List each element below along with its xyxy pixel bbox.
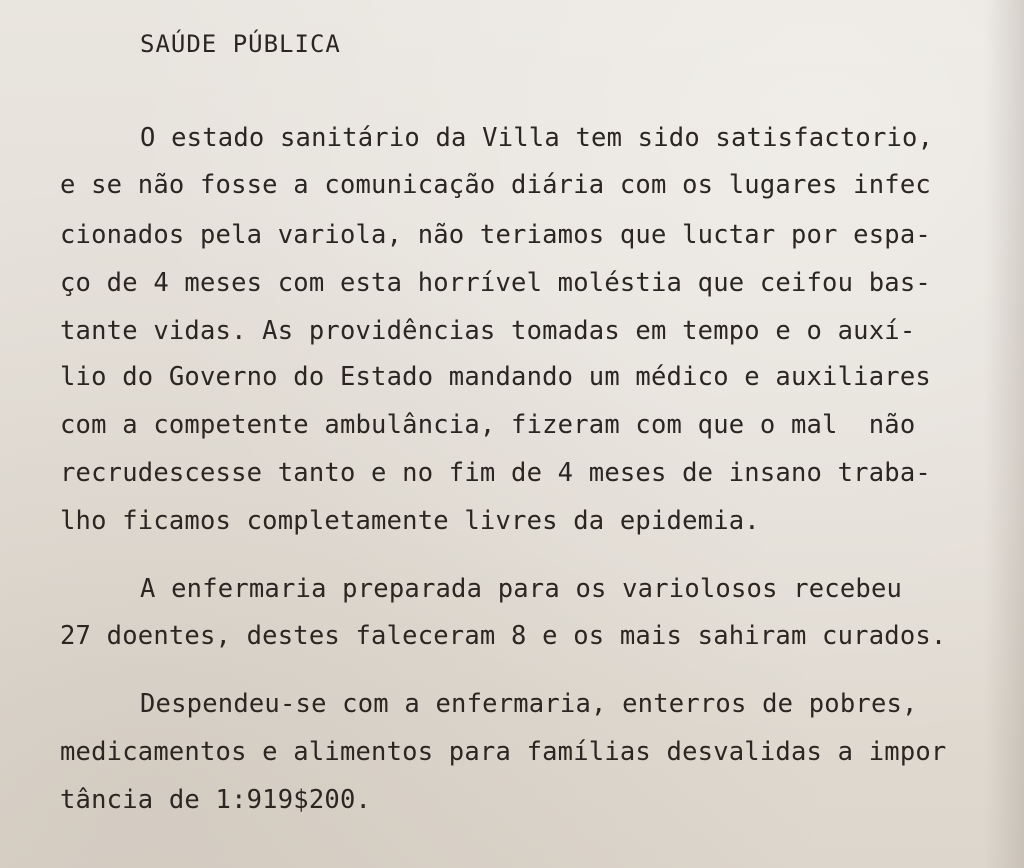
paragraph-3-line-2: medicamentos e alimentos para famílias desvalidas a impor [60,737,947,767]
paragraph-1-line-9: lho ficamos completamente livres da epidemia. [60,506,760,536]
paragraph-1-line-2: e se não fosse a comunicação diária com os lugares infec [60,170,931,200]
paragraph-1-line-1: O estado sanitário da Villa tem sido satisfactorio, [140,123,934,153]
paragraph-3-line-1: Despendeu-se com a enfermaria, enterros de pobres, [140,689,918,719]
page-edge-shadow [984,0,1024,868]
paragraph-1-line-4: ço de 4 meses com esta horrível moléstia que ceifou bas- [60,268,931,298]
paragraph-3-line-3: tância de 1:919$200. [60,785,372,815]
paragraph-1-line-6: lio do Governo do Estado mandando um médico e auxiliares [60,362,931,392]
paragraph-2-line-2: 27 doentes, destes faleceram 8 e os mais sahiram curados. [60,621,947,651]
paragraph-1-line-8: recrudescesse tanto e no fim de 4 meses de insano traba- [60,458,931,488]
paragraph-2-line-1: A enfermaria preparada para os variolosos recebeu [140,574,903,604]
paragraph-1-line-7: com a competente ambulância, fizeram com que o mal não [60,410,916,440]
paragraph-1-line-3: cionados pela variola, não teriamos que luctar por espa- [60,220,931,250]
paragraph-1-line-5: tante vidas. As providências tomadas em tempo e o auxí- [60,316,916,346]
section-title: SAÚDE PÚBLICA [140,30,341,58]
